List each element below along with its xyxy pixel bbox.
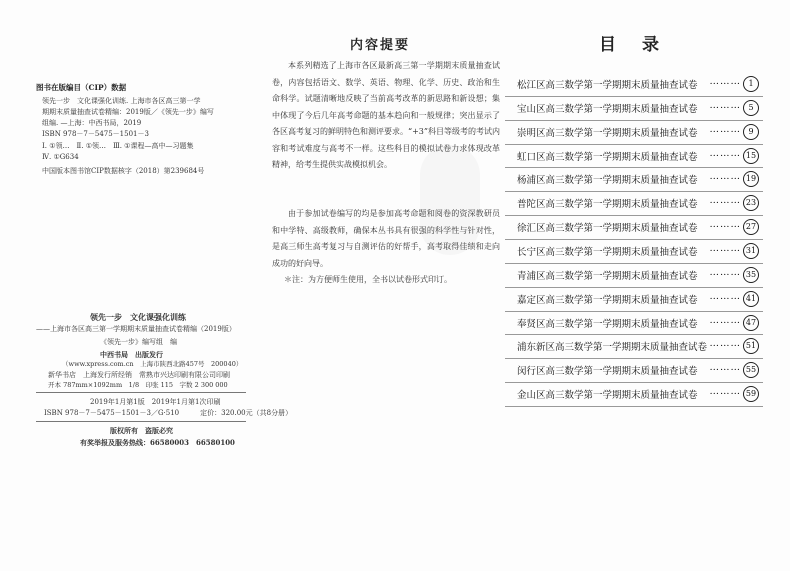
- toc-item: [505, 168, 763, 192]
- toc-leader-dots: ………: [709, 243, 741, 254]
- toc-leader-dots: ………: [709, 147, 741, 159]
- cip-line: ISBN 978－7－5475－1501－3: [42, 130, 149, 138]
- toc-page-number: 15: [743, 148, 759, 164]
- toc-leader-dots: ………: [709, 314, 741, 326]
- toc-leader-dots: ………: [709, 76, 741, 87]
- toc-leader-dots: ………: [709, 266, 741, 278]
- toc-page-number: 1: [743, 76, 759, 92]
- toc-page-number: 23: [743, 195, 759, 211]
- toc-page-number: 47: [743, 315, 759, 331]
- toc-leader-dots: ………: [709, 290, 741, 302]
- toc-page-number: 35: [743, 267, 759, 283]
- summary-paragraph: 本系列精选了上海市各区最新高三第一学期期末质量抽查试卷，内容包括语文、数学、英语、物理、化学、历史、政治和生命科学。试题清晰地反映了当前高考改革的新思路和新设想；集中体现了今后几年高考命题的基本趋向和一般规律；突出显示了各区高考复习的鲜明特色和测评要求。“+3”科目等级考的考试内容和考试难度与高考不一样。这些科目的模拟试卷力求体现改革精神，给考生提供实战模拟机会。: [272, 61, 500, 169]
- toc-item-label: 虹口区高三数学第一学期期末质量抽查试卷: [517, 151, 698, 163]
- toc-item-label: 徐汇区高三数学第一学期期末质量抽查试卷: [517, 223, 698, 235]
- summary-paragraph: 由于参加试卷编写的均是参加高考命题和阅卷的资深教研员和中学特、高级教师，确保本丛书具有很强的科学性与针对性，是高三师生高考复习与自测评估的好帮手，高考取得佳绩和走向成功的好向导。: [272, 209, 500, 268]
- summary-title: 内容提要: [350, 38, 411, 53]
- cip-line: 期期末质量抽查试卷精编：2019版／《领先一步》编写: [42, 108, 214, 116]
- toc-item-label: 宝山区高三数学第一学期期末质量抽查试卷: [517, 103, 698, 115]
- toc-item: [505, 312, 763, 336]
- toc-item: [505, 335, 763, 359]
- toc-item: [505, 192, 763, 216]
- toc-item-label: 浦东新区高三数学第一学期期末质量抽查试卷: [517, 342, 708, 354]
- toc-page-number: 19: [743, 171, 759, 187]
- toc-item: [505, 73, 763, 97]
- cip-title: 图书在版编目（CIP）数据: [36, 83, 127, 92]
- toc-page-number: 31: [743, 243, 759, 259]
- toc-leader-dots: ………: [709, 123, 741, 135]
- toc-item: [505, 288, 763, 312]
- colophon-editor: 《领先一步》编写组 编: [100, 338, 177, 346]
- divider: [36, 421, 246, 422]
- toc-leader-dots: ………: [709, 219, 741, 231]
- toc-leader-dots: ………: [709, 99, 741, 111]
- toc-page-number: 9: [743, 124, 759, 140]
- cip-line: 领先一步 文化课强化训练. 上海市各区高三第一学: [42, 97, 201, 105]
- colophon-book-title: 领先一步 文化课强化训练: [90, 312, 186, 322]
- colophon-rights: 版权所有 盗版必究: [110, 426, 173, 435]
- toc-item-label: 长宁区高三数学第一学期期末质量抽查试卷: [517, 247, 698, 258]
- colophon-isbn-price: ISBN 978－7－5475－1501－3／G·510 定价：320.00元（共8分册）: [44, 409, 293, 417]
- toc-item-label: 闵行区高三数学第一学期期末质量抽查试卷: [517, 366, 698, 378]
- toc-item: [505, 121, 763, 145]
- toc-leader-dots: ………: [709, 338, 741, 350]
- toc-item-label: 杨浦区高三数学第一学期期末质量抽查试卷: [517, 175, 698, 187]
- colophon-specs: 开本 787mm×1092mm 1/8 印张 115 字数 2 300 000: [48, 381, 228, 389]
- toc-item: [505, 97, 763, 121]
- toc-title: 目录: [599, 35, 685, 55]
- cip-record-number: 中国版本图书馆CIP数据核字（2018）第239684号: [42, 167, 205, 175]
- toc-page-number: 27: [743, 219, 759, 235]
- toc-item: [505, 240, 763, 264]
- colophon-subtitle: ——上海市各区高三第一学期期末质量抽查试卷精编（2019版）: [36, 325, 236, 333]
- toc-item-label: 嘉定区高三数学第一学期期末质量抽查试卷: [517, 294, 698, 306]
- toc-page-number: 5: [743, 100, 759, 116]
- toc-item-label: 崇明区高三数学第一学期期末质量抽查试卷: [517, 127, 698, 139]
- faint-watermark: [420, 145, 480, 255]
- toc-leader-dots: ………: [709, 171, 741, 183]
- toc-item-label: 金山区高三数学第一学期期末质量抽查试卷: [517, 390, 698, 402]
- divider: [36, 392, 246, 393]
- toc-page-number: 55: [743, 362, 759, 378]
- toc-item-label: 青浦区高三数学第一学期期末质量抽查试卷: [517, 270, 698, 282]
- toc-leader-dots: ………: [709, 362, 741, 374]
- toc-page-number: 59: [743, 386, 759, 402]
- toc-item: [505, 264, 763, 288]
- toc-page-number: 51: [743, 338, 759, 354]
- cip-line: 组编. —上海：中西书局，2019: [42, 119, 142, 127]
- toc-item: [505, 216, 763, 240]
- toc-item-label: 普陀区高三数学第一学期期末质量抽查试卷: [517, 199, 698, 211]
- colophon-edition: 2019年1月第1版 2019年1月第1次印刷: [90, 398, 221, 406]
- summary-note: ＊注：为方便师生使用，全书以试卷形式印订。: [284, 275, 452, 284]
- cip-line: Ⅳ. ①G634: [42, 153, 79, 161]
- toc-item-label: 松江区高三数学第一学期期末质量抽查试卷: [517, 80, 698, 91]
- toc-item-label: 奉贤区高三数学第一学期期末质量抽查试卷: [517, 318, 698, 330]
- toc-item: [505, 145, 763, 169]
- colophon-publisher: 中西书局 出版发行: [100, 350, 163, 359]
- toc-page-number: 41: [743, 291, 759, 307]
- toc-item: [505, 359, 763, 383]
- colophon-address: （www.xpress.com.cn 上海市陕西北路457号 200040）: [62, 360, 243, 368]
- toc-leader-dots: ………: [709, 195, 741, 207]
- colophon-hotline: 有奖举报及服务热线：66580003 66580100: [80, 438, 235, 447]
- toc-leader-dots: ………: [709, 386, 741, 398]
- toc-item: [505, 383, 763, 407]
- cip-line: Ⅰ. ①领… Ⅱ. ①领… Ⅲ. ①课程—高中—习题集: [42, 142, 194, 150]
- colophon-printer: 新华书店 上海发行所经销 常熟市兴达印刷有限公司印刷: [48, 371, 230, 379]
- toc-list: [505, 73, 763, 407]
